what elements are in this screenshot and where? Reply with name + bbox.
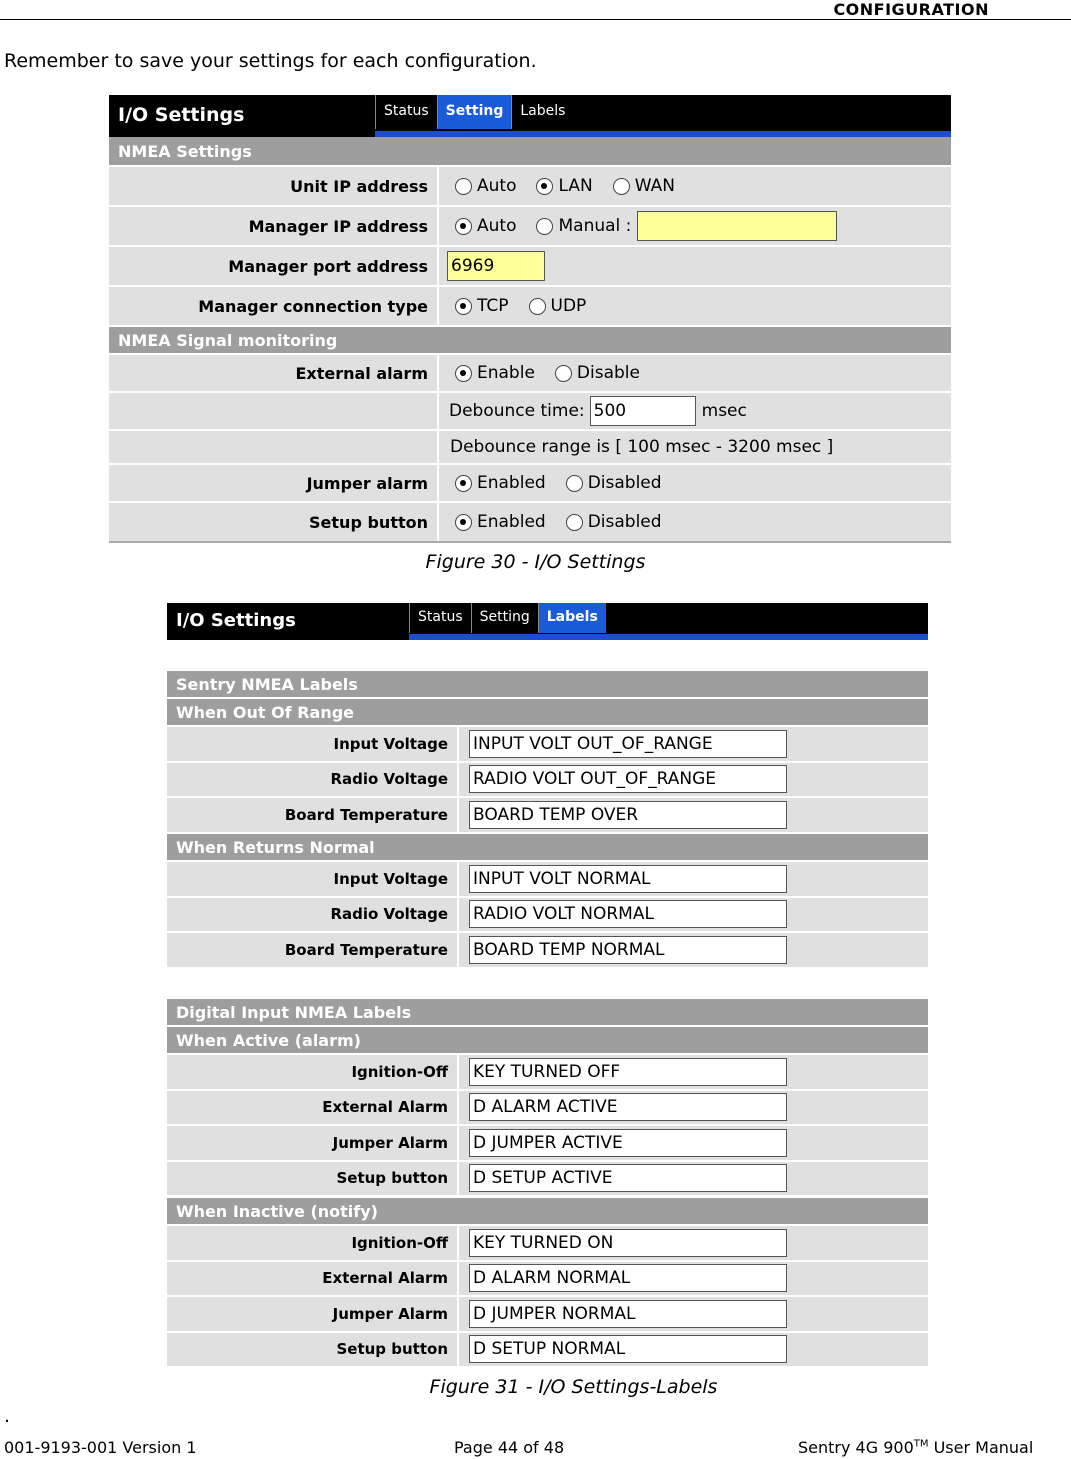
label-row: [167, 933, 928, 969]
label-row: [167, 1333, 928, 1369]
section-digital-input-labels: Digital Input NMEA Labels: [167, 999, 928, 1027]
external-alarm-disable-radio[interactable]: Disable: [555, 363, 640, 383]
intro-text: Remember to save your settings for each configuration.: [4, 50, 537, 72]
tab-status[interactable]: Status: [375, 95, 437, 129]
label-row-name: Board Temperature: [284, 805, 448, 824]
footer-page-number: Page 44 of 48: [454, 1438, 565, 1457]
label-row-name: External Alarm: [322, 1269, 448, 1288]
section-nmea-settings: NMEA Settings: [109, 137, 951, 167]
panel-titlebar: [167, 603, 928, 640]
label-text-field[interactable]: [469, 900, 787, 928]
unit-ip-auto-radio[interactable]: Auto: [455, 176, 516, 196]
label-row-name: Setup button: [336, 1340, 448, 1359]
row-setup-button: [109, 503, 951, 543]
label-row-name: Ignition-Off: [351, 1233, 448, 1252]
label-text-field[interactable]: [469, 1093, 787, 1121]
row-unit-ip: [109, 167, 951, 207]
label-text-field[interactable]: [469, 865, 787, 893]
header-rule: [0, 19, 1071, 20]
section-when-inactive: When Inactive (notify): [167, 1198, 928, 1226]
row-debounce-time: [109, 393, 951, 431]
jumper-alarm-enabled-radio[interactable]: Enabled: [455, 473, 546, 493]
label-text-field[interactable]: [469, 936, 787, 964]
manager-ip-auto-radio[interactable]: Auto: [455, 216, 516, 236]
setup-button-enabled-radio[interactable]: Enabled: [455, 512, 546, 532]
setup-button-label: Setup button: [309, 512, 428, 532]
panel-title: I/O Settings: [118, 104, 245, 126]
label-row: [167, 898, 928, 934]
panel-title: I/O Settings: [176, 610, 296, 631]
row-external-alarm: [109, 355, 951, 393]
tab-labels[interactable]: Labels: [538, 603, 606, 633]
page-header-title: CONFIGURATION: [833, 0, 989, 19]
tab-labels[interactable]: Labels: [511, 95, 573, 129]
label-text-field[interactable]: [469, 1264, 787, 1292]
label-row: [167, 1226, 928, 1262]
unit-ip-label: Unit IP address: [290, 176, 428, 196]
label-text-field[interactable]: [469, 1129, 787, 1157]
manager-ip-manual-radio[interactable]: Manual :: [536, 216, 631, 236]
label-row: [167, 1091, 928, 1127]
debounce-field[interactable]: [590, 396, 696, 426]
label-row: [167, 862, 928, 898]
io-settings-panel: [109, 95, 951, 545]
label-text-field[interactable]: [469, 1229, 787, 1257]
tab-underline: [409, 634, 928, 640]
row-manager-connection: [109, 287, 951, 327]
external-alarm-label: External alarm: [295, 363, 428, 383]
label-row-name: Setup button: [336, 1169, 448, 1188]
label-row: [167, 1162, 928, 1198]
label-row-name: Jumper Alarm: [332, 1133, 448, 1152]
label-row-name: Radio Voltage: [330, 905, 448, 924]
section-signal-monitoring: NMEA Signal monitoring: [109, 327, 951, 355]
label-row-name: Input Voltage: [333, 869, 448, 888]
jumper-alarm-label: Jumper alarm: [306, 473, 428, 493]
row-jumper-alarm: [109, 465, 951, 503]
tab-status[interactable]: Status: [409, 603, 471, 633]
label-row-name: Ignition-Off: [351, 1062, 448, 1081]
row-manager-ip: [109, 207, 951, 247]
jumper-alarm-disabled-radio[interactable]: Disabled: [566, 473, 662, 493]
setup-button-disabled-radio[interactable]: Disabled: [566, 512, 662, 532]
row-manager-port: [109, 247, 951, 287]
label-text-field[interactable]: [469, 1058, 787, 1086]
section-sentry-nmea-labels: Sentry NMEA Labels: [167, 671, 928, 699]
debounce-range-text: Debounce range is [ 100 msec - 3200 msec ]: [450, 437, 834, 457]
label-row: [167, 763, 928, 799]
unit-ip-lan-radio[interactable]: LAN: [536, 176, 592, 196]
manager-port-field[interactable]: [447, 251, 545, 281]
footer-doc-number: 001-9193-001 Version 1: [4, 1438, 197, 1457]
figure-30-caption: Figure 30 - I/O Settings: [425, 551, 646, 573]
label-text-field[interactable]: [469, 1335, 787, 1363]
label-row: [167, 1126, 928, 1162]
tab-setting[interactable]: Setting: [437, 95, 512, 129]
label-row: [167, 727, 928, 763]
figure-31-caption: Figure 31 - I/O Settings-Labels: [429, 1376, 718, 1398]
label-text-field[interactable]: [469, 730, 787, 758]
label-row-name: External Alarm: [322, 1098, 448, 1117]
tab-setting[interactable]: Setting: [471, 603, 538, 633]
label-row: [167, 798, 928, 834]
label-row: [167, 1297, 928, 1333]
section-returns-normal: When Returns Normal: [167, 834, 928, 862]
connection-tcp-radio[interactable]: TCP: [455, 296, 509, 316]
manager-port-label: Manager port address: [228, 256, 428, 276]
debounce-label: Debounce time:: [449, 401, 585, 421]
manager-ip-field[interactable]: [637, 211, 837, 241]
label-row-name: Input Voltage: [333, 734, 448, 753]
section-when-active: When Active (alarm): [167, 1027, 928, 1055]
unit-ip-wan-radio[interactable]: WAN: [613, 176, 675, 196]
manager-connection-label: Manager connection type: [198, 296, 428, 316]
row-debounce-range: [109, 431, 951, 465]
panel-titlebar: [109, 95, 951, 137]
section-out-of-range: When Out Of Range: [167, 699, 928, 727]
label-row-name: Board Temperature: [284, 940, 448, 959]
label-text-field[interactable]: [469, 1300, 787, 1328]
io-labels-panel: [167, 603, 928, 1373]
label-row: [167, 1055, 928, 1091]
footer-manual-name: Sentry 4G 900™ User Manual: [798, 1438, 1034, 1457]
label-text-field[interactable]: [469, 765, 787, 793]
label-row-name: Jumper Alarm: [332, 1304, 448, 1323]
label-row-name: Radio Voltage: [330, 770, 448, 789]
manager-ip-label: Manager IP address: [248, 216, 428, 236]
trailing-dot: .: [4, 1405, 11, 1427]
label-text-field[interactable]: [469, 801, 787, 829]
connection-udp-radio[interactable]: UDP: [529, 296, 587, 316]
external-alarm-enable-radio[interactable]: Enable: [455, 363, 535, 383]
label-text-field[interactable]: [469, 1164, 787, 1192]
label-row: [167, 1262, 928, 1298]
debounce-unit: msec: [701, 401, 747, 421]
